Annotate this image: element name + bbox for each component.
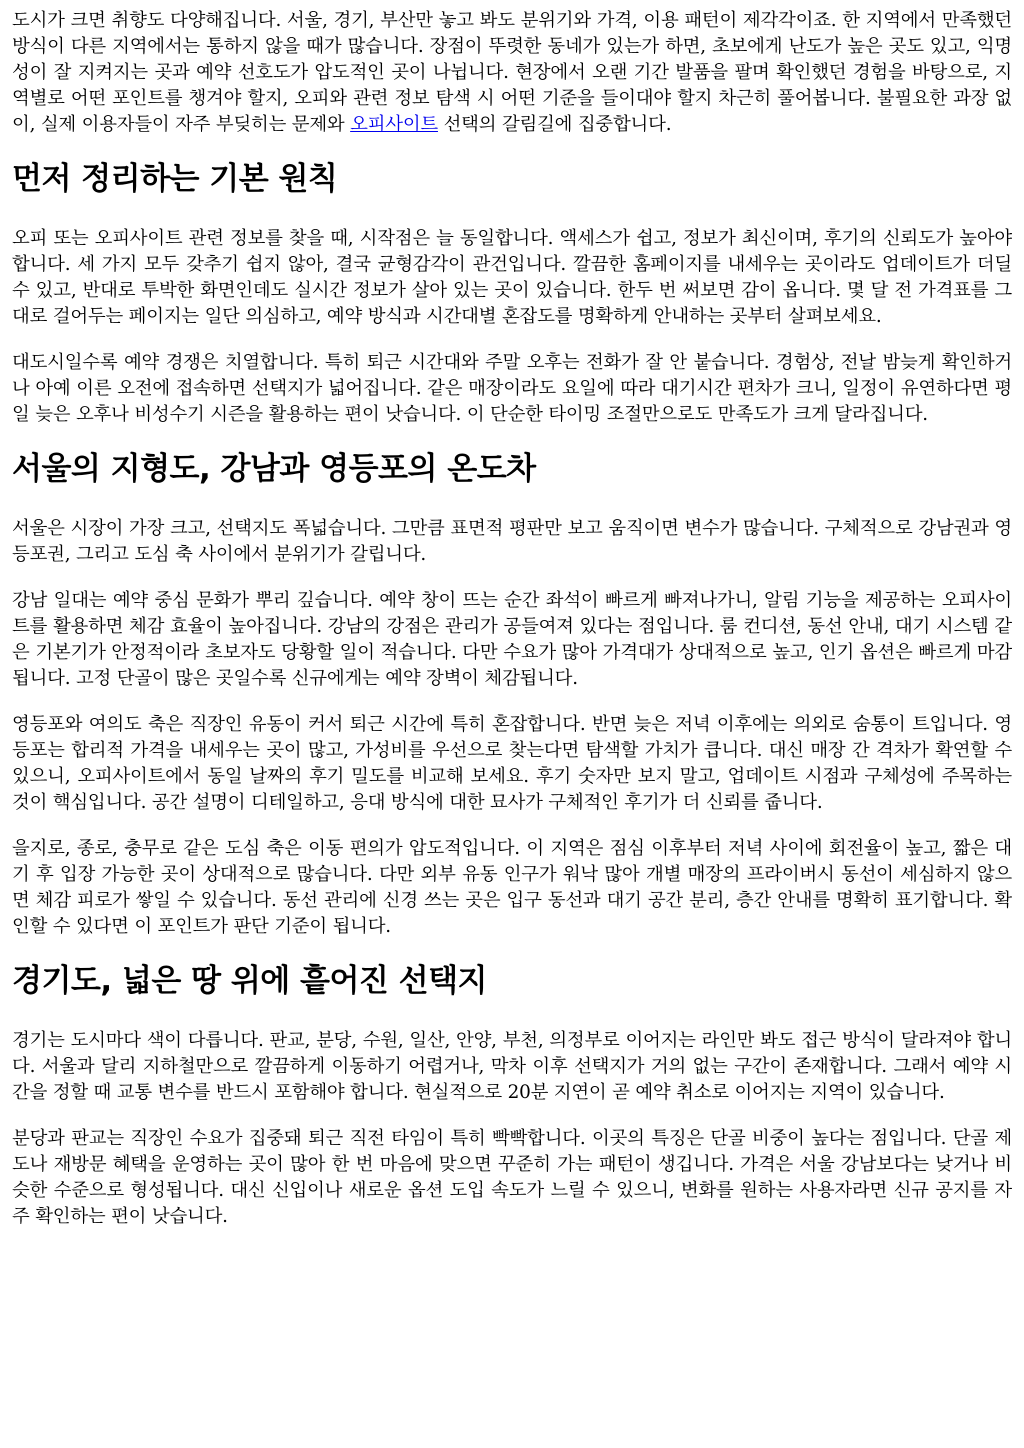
intro-text-before-link: 도시가 크면 취향도 다양해집니다. 서울, 경기, 부산만 놓고 봐도 분위기와 가격, 이용 패턴이 제각각이죠. 한 지역에서 만족했던 방식이 다른 지역에서는 통하지 않을 때가 많습니다. 장점이 뚜렷한 동네가 있는가 하면, 초보에게 난도가 높은 곳도 있고, 익명성이 잘 지켜지는 곳과 예약 선호도가 압도적인 곳이 나뉩니다. 현장에서 오랜 기간 발품을 팔며 확인했던 경험을 바탕으로, 지역별로 어떤 포인트를 챙겨야 할지, 오피와 관련 정보 탐색 시 어떤 기준을 들이대야 할지 차근히 풀어봅니다. 불필요한 과장 없이, 실제 이용자들이 자주 부딪히는 문제와 bbox=[12, 10, 1012, 135]
section-heading-gyeonggi: 경기도, 넓은 땅 위에 흩어진 선택지 bbox=[12, 963, 487, 999]
section-heading-seoul: 서울의 지형도, 강남과 영등포의 온도차 bbox=[12, 451, 536, 487]
paragraph: 대도시일수록 예약 경쟁은 치열합니다. 특히 퇴근 시간대와 주말 오후는 전화가 잘 안 붙습니다. 경험상, 전날 밤늦게 확인하거나 아예 이른 오전에 접속하면 선택지가 넓어집니다. 같은 매장이라도 요일에 따라 대기시간 편차가 크니, 일정이 유연하다면 평일 늦은 오후나 비성수기 시즌을 활용하는 편이 낫습니다. 이 단순한 타이밍 조절만으로도 만족도가 크게 달라집니다. bbox=[12, 352, 1012, 425]
opisite-link[interactable]: 오피사이트 bbox=[350, 114, 438, 135]
paragraph: 경기는 도시마다 색이 다릅니다. 판교, 분당, 수원, 일산, 안양, 부천, 의정부로 이어지는 라인만 봐도 접근 방식이 달라져야 합니다. 서울과 달리 지하철만으로 깔끔하게 이동하기 어렵거나, 막차 이후 선택지가 거의 없는 구간이 존재합니다. 그래서 예약 시간을 정할 때 교통 변수를 반드시 포함해야 합니다. 현실적으로 20분 지연이 곧 예약 취소로 이어지는 지역이 있습니다. bbox=[12, 1030, 1012, 1103]
paragraph: 을지로, 종로, 충무로 같은 도심 축은 이동 편의가 압도적입니다. 이 지역은 점심 이후부터 저녁 사이에 회전율이 높고, 짧은 대기 후 입장 가능한 곳이 상대적으로 많습니다. 다만 외부 유동 인구가 워낙 많아 개별 매장의 프라이버시 동선이 세심하지 않으면 체감 피로가 쌓일 수 있습니다. 동선 관리에 신경 쓰는 곳은 입구 동선과 대기 공간 분리, 층간 안내를 명확히 표기합니다. 확인할 수 있다면 이 포인트가 판단 기준이 됩니다. bbox=[12, 838, 1012, 937]
section-heading-basic-principles: 먼저 정리하는 기본 원칙 bbox=[12, 161, 338, 197]
paragraph: 서울은 시장이 가장 크고, 선택지도 폭넓습니다. 그만큼 표면적 평판만 보고 움직이면 변수가 많습니다. 구체적으로 강남권과 영등포권, 그리고 도심 축 사이에서 분위기가 갈립니다. bbox=[12, 518, 1012, 565]
paragraph: 오피 또는 오피사이트 관련 정보를 찾을 때, 시작점은 늘 동일합니다. 액세스가 쉽고, 정보가 최신이며, 후기의 신뢰도가 높아야 합니다. 세 가지 모두 갖추기 쉽지 않아, 결국 균형감각이 관건입니다. 깔끔한 홈페이지를 내세우는 곳이라도 업데이트가 더딜 수 있고, 반대로 투박한 화면인데도 실시간 정보가 살아 있는 곳이 있습니다. 한두 번 써보면 감이 옵니다. 몇 달 전 가격표를 그대로 걸어두는 페이지는 일단 의심하고, 예약 방식과 시간대별 혼잡도를 명확하게 안내하는 곳부터 살펴보세요. bbox=[12, 228, 1012, 327]
paragraph: 영등포와 여의도 축은 직장인 유동이 커서 퇴근 시간에 특히 혼잡합니다. 반면 늦은 저녁 이후에는 의외로 숨통이 트입니다. 영등포는 합리적 가격을 내세우는 곳이 많고, 가성비를 우선으로 찾는다면 탐색할 가치가 큽니다. 대신 매장 간 격차가 확연할 수 있으니, 오피사이트에서 동일 날짜의 후기 밀도를 비교해 보세요. 후기 숫자만 보지 말고, 업데이트 시점과 구체성에 주목하는 것이 핵심입니다. 공간 설명이 디테일하고, 응대 방식에 대한 묘사가 구체적인 후기가 더 신뢰를 줍니다. bbox=[12, 714, 1012, 813]
paragraph: 분당과 판교는 직장인 수요가 집중돼 퇴근 직전 타임이 특히 빡빡합니다. 이곳의 특징은 단골 비중이 높다는 점입니다. 단골 제도나 재방문 혜택을 운영하는 곳이 많아 한 번 마음에 맞으면 꾸준히 가는 패턴이 생깁니다. 가격은 서울 강남보다는 낮거나 비슷한 수준으로 형성됩니다. 대신 신입이나 새로운 옵션 도입 속도가 느릴 수 있으니, 변화를 원하는 사용자라면 신규 공지를 자주 확인하는 편이 낫습니다. bbox=[12, 1128, 1012, 1227]
intro-paragraph bbox=[12, 8, 1012, 138]
paragraph: 강남 일대는 예약 중심 문화가 뿌리 깊습니다. 예약 창이 뜨는 순간 좌석이 빠르게 빠져나가니, 알림 기능을 제공하는 오피사이트를 활용하면 체감 효율이 높아집니다. 강남의 강점은 관리가 공들여져 있다는 점입니다. 룸 컨디션, 동선 안내, 대기 시스템 같은 기본기가 안정적이라 초보자도 당황할 일이 적습니다. 다만 수요가 많아 가격대가 상대적으로 높고, 인기 옵션은 빠르게 마감됩니다. 고정 단골이 많은 곳일수록 신규에게는 예약 장벽이 체감됩니다. bbox=[12, 590, 1012, 689]
intro-text-after-link: 선택의 갈림길에 집중합니다. bbox=[437, 114, 672, 135]
